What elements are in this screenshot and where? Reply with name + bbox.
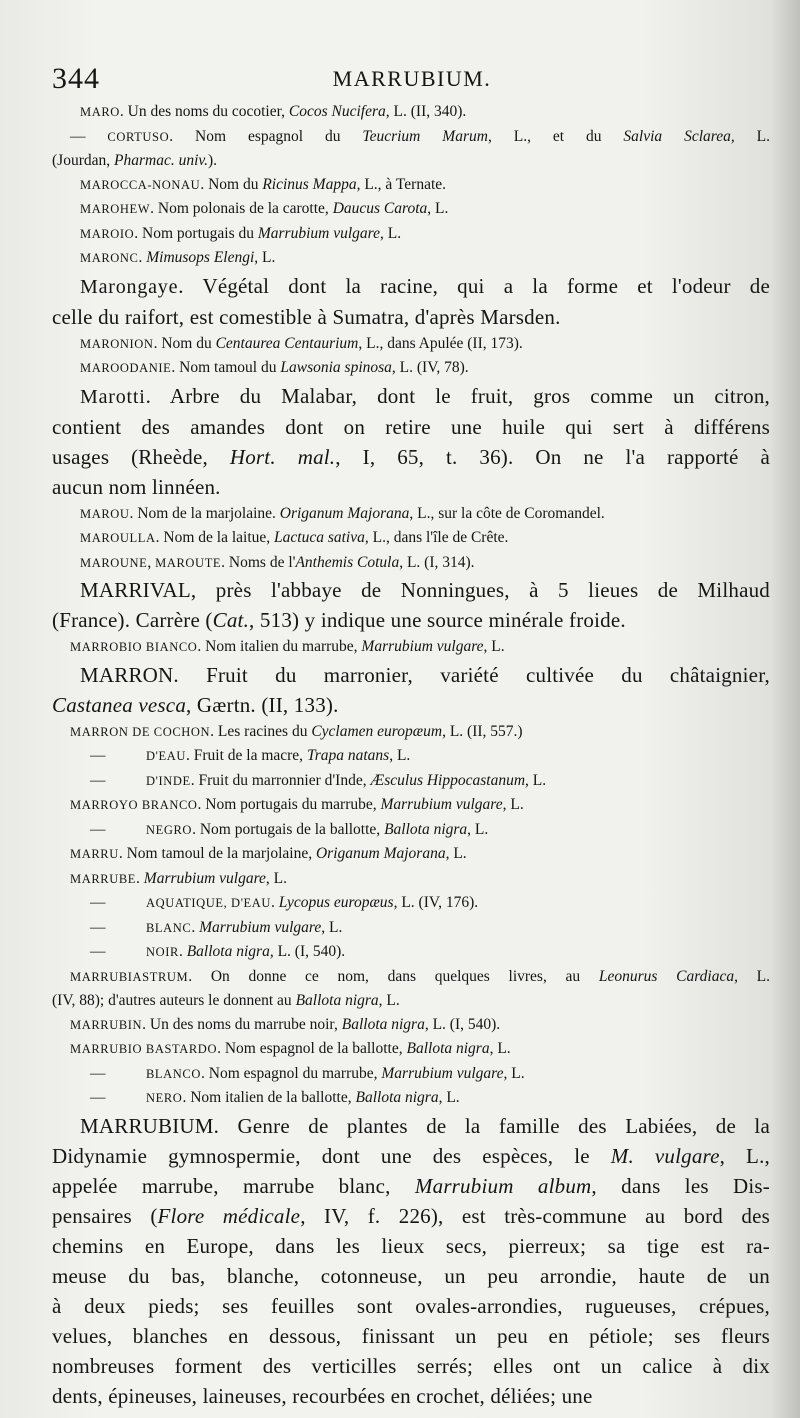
species-name: Ballota nigra [341,1015,425,1033]
headword: MAROULLA [80,531,156,545]
entry-text: , L. (I, 540). [424,1015,501,1033]
entry-line [52,1086,770,1111]
entry-text: , L. [503,1064,525,1082]
entry-text: . Fruit du marronnier d'Inde, [190,771,371,789]
species-name: Flore médicale [157,1203,301,1228]
headword: MAROU [80,506,130,521]
entry-text: MARRIVAL [80,578,191,602]
entry-line [52,125,770,150]
species-name: Leonurus Cardiaca [598,967,735,985]
headword: NERO [146,1091,183,1105]
ditto-dash: — [90,943,106,960]
entry-text: . Nom tamoul du [171,359,281,376]
species-name: Daucus Carota [332,200,428,217]
entry-text: , L., sur la côte de Coromandel. [409,504,605,522]
species-name: Marrubium album [414,1173,592,1198]
species-name: Marrubium vulgare [380,796,503,813]
entry-text: (IV, 88); d'autres auteurs le donnent au [52,992,296,1009]
entry-marrubiastrum [52,965,770,1013]
species-name: Æsculus Hippocastanum [370,771,526,789]
entry-marohew [52,197,770,222]
entry-text: . Nom espagnol du [169,127,363,145]
entry-text: celle du raifort, est comestible à Sumatra, d'après Marsden. [52,304,561,329]
entry-text: . [191,918,200,936]
entry-line [52,412,770,442]
headword: MAROODANIE [80,361,172,375]
species-name: Ballota nigra [295,992,379,1009]
ditto-dash: — [90,894,106,911]
entry-line [52,332,770,357]
species-name: Marrubium vulgare [143,869,266,887]
entry-text: meuse du bas, blanche, cotonneuse, un peu arrondie, haute de un [52,1263,770,1288]
entry-line [52,1062,770,1087]
entry-marrubin [52,1013,770,1038]
entry-line [52,442,770,472]
entry-line [52,965,770,990]
entry-text: , L. [489,1040,511,1057]
entry-text: (France). Carrère ( [52,608,213,632]
entry-line [52,575,770,605]
entry-line [52,720,770,745]
entry-text: , IV, f. 226), est très-commune au bord des [300,1203,770,1228]
entry-text: — [70,127,108,145]
entry-line [52,635,770,660]
entry-marron-d-inde [52,769,770,794]
entry-marou [52,502,770,527]
entry-text: nombreuses forment des verticilles serrés; elles ont un calice à dix [52,1353,770,1378]
headword: MAROIO [80,226,135,241]
entry-text: . Nom espagnol de la ballotte, [217,1040,407,1057]
entry-line [52,197,770,222]
entry-line [52,1037,770,1062]
entry-text: , Gærtn. (II, 133). [186,692,339,717]
entry-text: . Noms de l' [221,553,296,571]
entry-text: , L. [378,992,400,1009]
headword: MARO [80,105,120,119]
headword: MAROHEW [80,202,151,216]
entry-text: chemins en Europe, dans les lieux secs, pierreux; sa tige est ra- [52,1233,770,1258]
entry-line [52,1351,770,1381]
entry-text: . Nom de la laitue, [155,529,275,546]
entry-text: Didynamie gymnospermie, dont une des espèces, le [52,1143,611,1168]
headword: MARROYO BRANCO [70,798,198,812]
entry-text: , L. [483,638,505,655]
entry-text: . Nom portugais du marrube, [197,796,381,813]
entry-line [52,356,770,381]
entry-text: . Nom espagnol du marrube, [201,1064,382,1082]
entry-marroyo-branco [52,793,770,818]
entry-marrubio-bastardo [52,1037,770,1062]
entry-text: . Genre de plantes de la famille des Labiées, de la [213,1113,770,1138]
species-name: Teucrium Marum [362,127,488,145]
entry-text: , L. [438,1089,460,1106]
entry-text: , L. [379,224,402,242]
entry-text: L. (II, 340). [389,103,467,120]
species-name: Ricinus Mappa [262,175,357,193]
entry-line [52,744,770,769]
species-name: Anthemis Cotula [295,553,400,571]
entry-text: , près l'abbaye de Nonningues, à 5 lieues de Milhaud [190,578,770,602]
entry-marroyo-negro [52,818,770,843]
entry-text: MARRON [80,662,174,687]
entry-line [52,526,770,551]
entry-line [52,842,770,867]
entry-text: , L., dans Apulée (II, 173). [358,334,523,352]
headword: Marongaye [80,275,179,298]
entry-text: . Nom italien du marrube, [197,638,362,655]
ditto-dash: — [90,1089,106,1106]
page-edge-shadow [770,0,800,1418]
entry-maronion [52,332,770,357]
entry-text: à deux pieds; ses feuilles sont ovales-arrondies, rugueuses, crépues, [52,1293,770,1318]
ditto-dash: — [90,1064,106,1082]
entry-text: , L. [467,820,489,838]
entry-maronc [52,246,770,271]
entry-line [52,690,770,720]
entry-text: L. [734,127,770,145]
entry-maroune [52,551,770,576]
entry-text: , L., dans l'île de Crête. [364,529,509,546]
headword: D'INDE [146,773,191,788]
ditto-dash: — [90,820,106,838]
entry-text: appelée marrube, marrube blanc, [52,1173,415,1198]
entry-line [52,818,770,843]
entry-line [52,605,770,635]
entry-text: . Arbre du Malabar, dont le fruit, gros comme un citron, [145,383,770,408]
entry-marron-de-cochon [52,720,770,745]
species-name: Cat. [212,608,250,632]
entry-text: . Nom polonais de la carotte, [150,200,333,217]
species-name: Origanum Majorana [279,504,410,522]
entry-text: , [147,553,156,571]
species-name: Trapa natans [306,747,390,764]
entry-text: , I, 65, t. 36). On ne l'a rapporté à [335,444,770,469]
entry-text: . On donne ce nom, dans quelques livres, au [188,967,599,985]
entry-text: , dans les Dis- [591,1173,770,1198]
headword: Marotti [80,385,146,408]
species-name: M. vulgare [610,1143,720,1168]
species-name: Ballota nigra [384,820,468,838]
entry-line [52,1141,770,1171]
entry-marrubio-nero [52,1086,770,1111]
species-name: Castanea vesca [52,692,187,717]
entry-text: aucun nom linnéen. [52,474,221,499]
headword: MAROCCA-NONAU [80,177,201,192]
entry-marocca-nonau [52,173,770,198]
headword: MARRUBIO BASTARDO [70,1042,218,1056]
entry-text: dents, épineuses, laineuses, recourbées en crochet, déliées; une [52,1383,593,1408]
entry-line [52,100,770,125]
ditto-dash: — [90,747,106,764]
entry-maroulla [52,526,770,551]
entry-line [52,769,770,794]
entry-marrube-aquatique [52,891,770,916]
entry-text: , L. (II, 557.) [442,722,523,740]
species-name: Lactuca sativa [274,529,365,546]
entry-text: . Végétal dont la racine, qui a la forme et l'odeur de [178,273,770,298]
entry-maroodanie [52,356,770,381]
entry-line [52,173,770,198]
entry-line [52,149,770,173]
headword: D'EAU [146,749,186,763]
entry-line [52,472,770,502]
entry-line [52,551,770,576]
entry-marongaye [52,271,770,332]
headword: MARONION [80,336,154,351]
entry-line [52,271,770,302]
running-title: MARRUBIUM. [332,66,492,91]
headword: NEGRO [146,822,193,837]
headword: MAROUTE [155,555,222,570]
entry-line [52,793,770,818]
entry-text: , L. (I, 540). [269,943,346,960]
headword: MARONC [80,251,139,265]
entry-line [52,1111,770,1141]
entry-line [52,1291,770,1321]
entry-maro [52,100,770,125]
entry-line [52,502,770,527]
entry-text: , L. [389,747,411,764]
species-name: Lycopus europæus [278,894,394,911]
headword: CORTUSO [107,129,170,144]
species-name: Mimusops Elengi [146,249,255,266]
entry-text: . [138,249,147,266]
page-header [52,62,772,98]
entry-line [52,1381,770,1411]
entry-marrubium [52,1111,770,1411]
entry-text: . Nom portugais du [134,224,258,242]
entry-text: . Nom du [200,175,263,193]
species-name: Marrubium vulgare [381,1064,504,1082]
entry-text: , L., [719,1143,770,1168]
entry-line [52,302,770,332]
entry-marrube-blanc [52,916,770,941]
species-name: Marrubium vulgare [361,638,484,655]
entry-marrube-noir [52,940,770,965]
entry-text: . [136,869,144,887]
entry-text: , L. (I, 314). [399,553,475,571]
entry-line [52,891,770,916]
entry-text: velues, blanches en dessous, finissant un peu en pétiole; ses fleurs [52,1323,770,1348]
species-name: Centaurea Centaurium [215,334,359,352]
entry-line [52,381,770,412]
species-name: Cyclamen europæum [311,722,443,740]
entry-text: , L. [265,869,287,887]
entry-line [52,1171,770,1201]
headword: MARRUBIASTRUM [70,969,189,984]
species-name: Origanum Majorana [315,845,446,862]
species-name: Marrubium vulgare [257,224,380,242]
species-name: Ballota nigra [406,1040,490,1057]
species-name: Salvia Sclarea, [623,127,735,145]
entry-marrival [52,575,770,635]
entry-line [52,246,770,271]
headword: MAROUNE [80,555,148,570]
entry-line [52,1321,770,1351]
entry-marotti [52,381,770,502]
entry-line [52,1231,770,1261]
entry-text: . Les racines du [210,722,312,740]
entry-text: pensaires ( [52,1203,158,1228]
ditto-dash: — [90,918,106,936]
entry-line [52,867,770,892]
entry-text: , L. (IV, 78). [391,359,469,376]
entry-marrubio-blanco [52,1062,770,1087]
entry-text: . Fruit de la macre, [185,747,307,764]
species-name: Hort. mal. [229,444,336,469]
entry-text: . Nom du [153,334,216,352]
headword: MARRUBIN [70,1017,143,1032]
entry-marron-d-eau [52,744,770,769]
headword: AQUATIQUE, D'EAU [146,896,272,910]
headword: NOIR [146,945,179,959]
entry-text: contient des amandes dont on retire une huile qui sert à différens [52,414,770,439]
entry-text: , L. [254,249,276,266]
entry-line [52,1201,770,1231]
headword: BLANCO [146,1066,201,1081]
entry-line [52,916,770,941]
species-name: Lawsonia spinosa [280,359,392,376]
entry-text: . Nom portugais de la ballotte, [192,820,385,838]
entry-marru [52,842,770,867]
entry-text: (Jourdan, [52,152,114,169]
entry-marrobio-bianco [52,635,770,660]
headword: MARRUBE [70,871,137,886]
entry-text: , L. [445,845,467,862]
species-name: Cocos Nucifera, [288,103,390,120]
species-name: Pharmac. univ. [114,152,208,169]
entry-text: , L. [502,796,524,813]
page-number: 344 [52,62,100,95]
entry-text: , L. (IV, 176). [393,894,479,911]
entry-text: . Un des noms du marrube noir, [142,1015,342,1033]
entry-line [52,989,770,1013]
species-name: Ballota nigra [186,943,270,960]
entry-text: ). [207,152,218,169]
entry-text: , L. [427,200,449,217]
species-name: Ballota nigra [355,1089,439,1106]
entry-text: MARRUBIUM [80,1113,214,1138]
entry-text: , L. [734,967,771,985]
ditto-dash: — [90,771,106,789]
headword: MARRON DE COCHON [70,724,211,739]
entry-text: . Nom italien de la ballotte, [182,1089,356,1106]
entry-text: , 513) y indique une source minérale froide. [249,608,626,632]
entry-line [52,660,770,690]
headword: MARROBIO BIANCO [70,640,198,654]
entry-line [52,1261,770,1291]
entry-text: , L., à Ternate. [356,175,447,193]
dictionary-entries [52,100,770,1411]
headword: BLANC [146,920,192,935]
entry-text: . [178,943,187,960]
entry-marrube [52,867,770,892]
entry-line [52,1013,770,1038]
entry-text: . Nom de la marjolaine. [129,504,280,522]
entry-text: usages (Rheède, [52,444,230,469]
species-name: Marrubium vulgare [199,918,322,936]
entry-text: . Fruit du marronier, variété cultivée du châtaignier, [173,662,770,687]
entry-marron [52,660,770,720]
entry-text: . [271,894,279,911]
entry-text: , L. [321,918,343,936]
entry-text: . Nom tamoul de la marjolaine, [118,845,316,862]
entry-text: , L., et du [487,127,624,145]
entry-line [52,222,770,247]
entry-maroio [52,222,770,247]
headword: MARRU [70,847,119,861]
entry-text: . Un des noms du cocotier, [119,103,289,120]
entry-maro-cortuso [52,125,770,173]
entry-text: , L. [525,771,547,789]
entry-line [52,940,770,965]
